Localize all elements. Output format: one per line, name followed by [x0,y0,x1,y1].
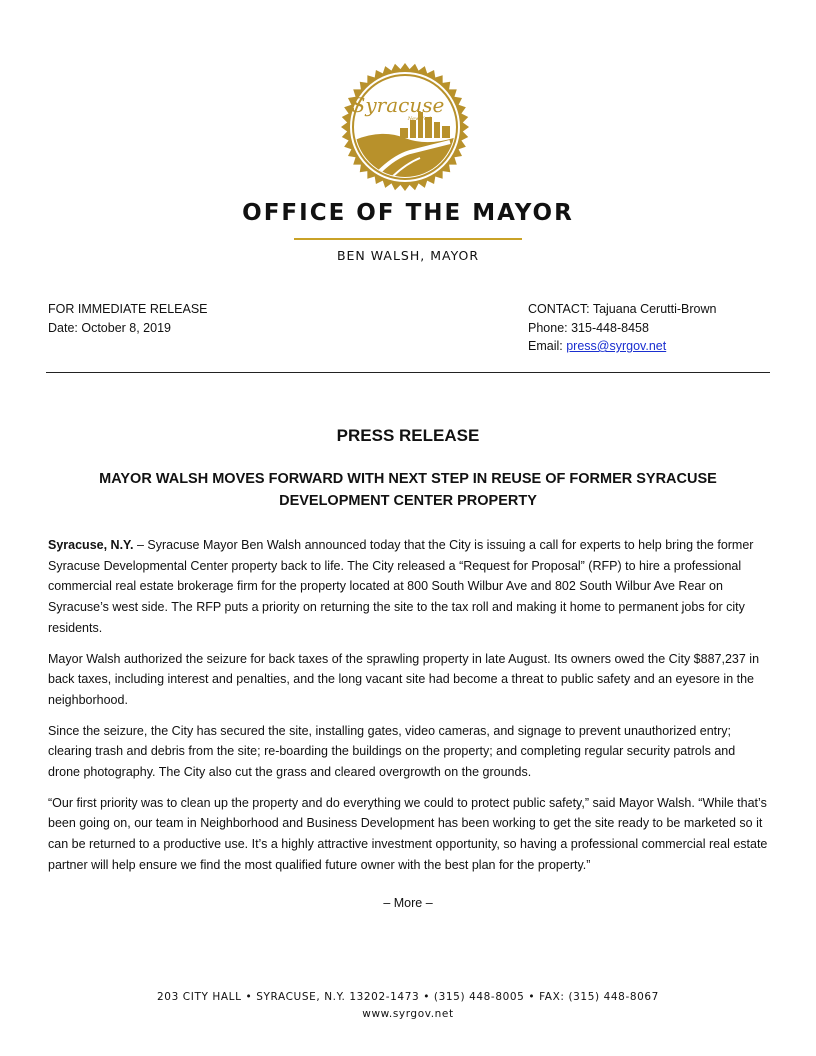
body-paragraph: Mayor Walsh authorized the seizure for back taxes of the sprawling property in late August. Its owners owed the City $887,237 in back taxes, including interest and penalties, and the long vacant site had become a threat to public safety and an eyesore in the neighborhood. [48,651,760,707]
body-paragraph [48,535,770,639]
paragraph-1-text: – Syracuse Mayor Ben Walsh announced today that the City is issuing a call for experts to help bring the former Syracuse Developmental Center property back to life. The City released a “Request for Proposal” (RFP) to hire a professional commercial real estate brokerage firm for the property located at 800 South Wilbur Ave and 802 South Wilbur Ave Rear on Syracuse’s west side. The RFP puts a priority on returning the site to the tax roll and making it home to permanent jobs for city residents. [48,538,754,635]
section-divider [46,372,770,373]
more-indicator: – More – [383,896,433,910]
contact-name: CONTACT: Tajuana Cerutti-Brown [528,302,717,316]
mayor-name: BEN WALSH, MAYOR [336,248,480,263]
release-date: Date: October 8, 2019 [48,320,171,335]
footer-address: 203 CITY HALL • SYRACUSE, N.Y. 13202-1473 • (315) 448-8005 • FAX: (315) 448-8067 [157,991,659,1003]
city-seal-logo [340,62,470,192]
title-divider [294,238,522,240]
contact-info [528,300,717,356]
press-release-heading: PRESS RELEASE [336,426,480,445]
body-paragraph: Since the seizure, the City has secured the site, installing gates, video cameras, and signage to prevent unauthorized entry; clearing trash and debris from the site; re-boarding the buildings on the property; and completing regular security patrols and drone photography. The City also cut the grass and cleared overgrowth on the grounds. [48,723,736,780]
release-body [48,535,770,886]
headline-line-2: DEVELOPMENT CENTER PROPERTY [279,493,537,509]
contact-email-row [528,337,717,356]
contact-phone: Phone: 315-448-8458 [528,320,649,335]
seal-subtitle: New York [407,116,433,122]
release-info [48,300,208,337]
headline-line-1: MAYOR WALSH MOVES FORWARD WITH NEXT STEP IN REUSE OF FORMER SYRACUSE [99,471,717,487]
seal-wordmark: Syracuse [351,93,445,117]
body-paragraph: “Our first priority was to clean up the property and do everything we could to protect public safety,” said Mayor Walsh. “While that’s been going on, our team in Neighborhood and Business Development has been working to get the site ready to be marketed so it can be returned to a productive use. It’s a highly attractive investment opportunity, so having a professional commercial real estate partner will help ensure we find the most qualified future owner with the best plan for the property.” [48,795,768,872]
email-label: Email: [528,339,567,353]
dateline: Syracuse, N.Y. [48,538,134,552]
release-label: FOR IMMEDIATE RELEASE [48,302,208,316]
footer-website[interactable]: www.syrgov.net [362,1008,454,1020]
headline [60,468,756,512]
page-title: OFFICE OF THE MAYOR [242,200,574,226]
email-link[interactable]: press@syrgov.net [566,339,667,353]
